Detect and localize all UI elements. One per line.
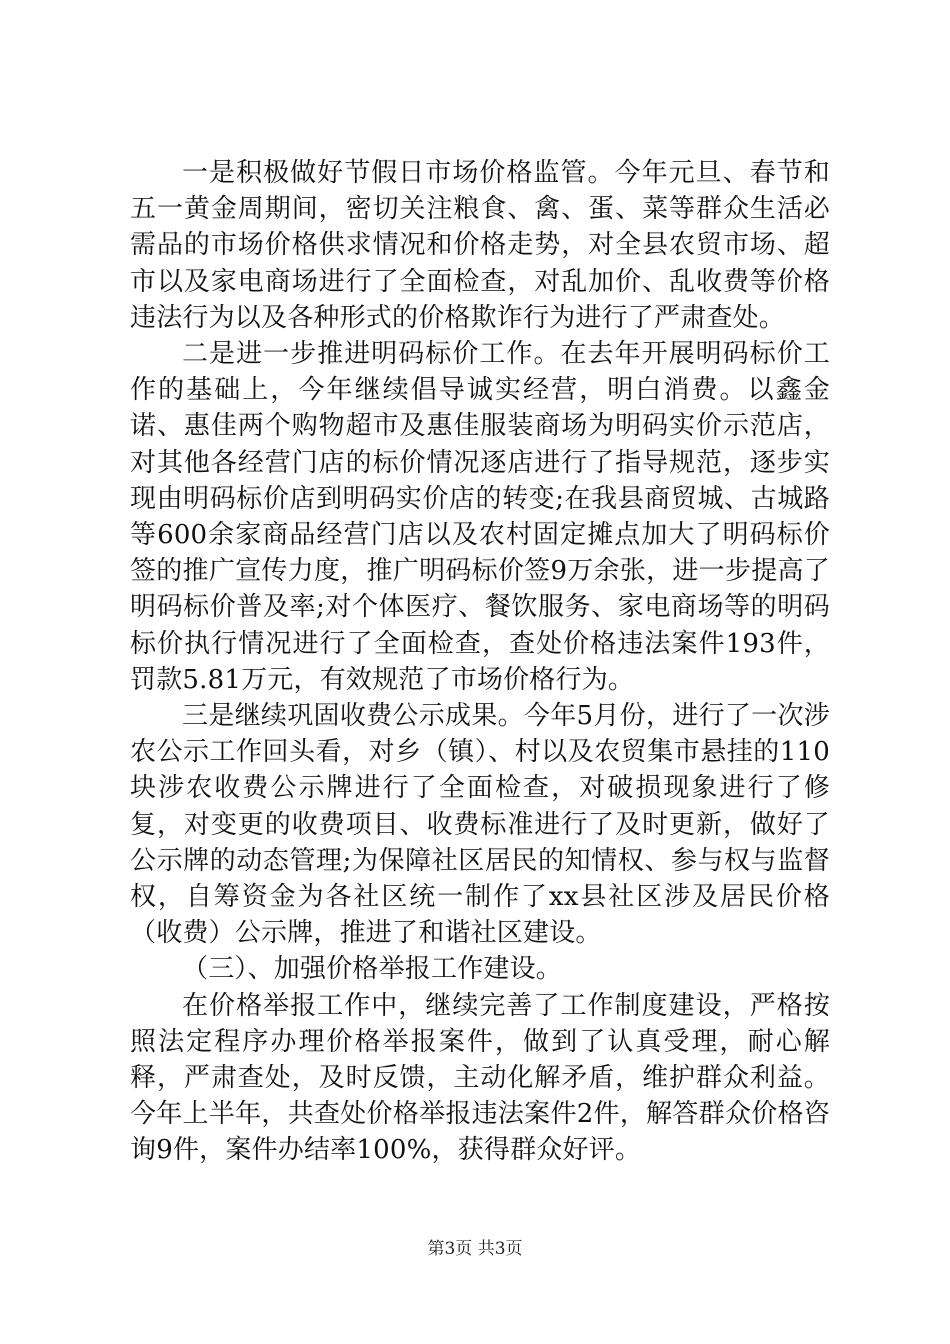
paragraph-holiday-price-supervision: 一是积极做好节假日市场价格监管。今年元旦、春节和五一黄金周期间，密切关注粮食、禽、蛋、菜等群众生活必需品的市场价格供求情况和价格走势，对全县农贸市场、超市以及家电商场进行了全面检查，对乱加价、乱收费等价格违法行为以及各种形式的价格欺诈行为进行了严肃查处。 [130,158,830,333]
paragraph-price-tagging: 二是进一步推进明码标价工作。在去年开展明码标价工作的基础上，今年继续倡导诚实经营，明白消费。以鑫金诺、惠佳两个购物超市及惠佳服装商场为明码实价示范店，对其他各经营门店的标价情况逐店进行了指导规范，逐步实现由明码标价店到明码实价店的转变;在我县商贸城、古城路等600余家商品经营门店以及农村固定摊点加大了明码标价签的推广宣传力度，推广明码标价签9万余张，进一步提高了明码标价普及率;对个体医疗、餐饮服务、家电商场等的明码标价执行情况进行了全面检查，查处价格违法案件193件，罚款5.81万元，有效规范了市场价格行为。 [130,339,830,695]
page-number-footer: 第3页 共3页 [427,1239,523,1259]
paragraph-fee-disclosure: 三是继续巩固收费公示成果。今年5月份，进行了一次涉农公示工作回头看，对乡（镇）、村以及农贸集市悬挂的110块涉农收费公示牌进行了全面检查，对破损现象进行了修复，对变更的收费项目、收费标准进行了及时更新，做好了公示牌的动态管理;为保障社区居民的知情权、参与权与监督权，自筹资金为各社区统一制作了xx县社区涉及居民价格（收费）公示牌，推进了和谐社区建设。 [130,701,830,949]
paragraph-price-reporting: 在价格举报工作中，继续完善了工作制度建设，严格按照法定程序办理价格举报案件，做到了认真受理，耐心解释，严肃查处，及时反馈，主动化解矛盾，维护群众利益。今年上半年，共查处价格举报违法案件2件，解答群众价格咨询9件，案件办结率100%，获得群众好评。 [130,990,830,1166]
section-heading-price-reporting: （三）、加强价格举报工作建设。 [182,954,563,985]
document-body [130,155,830,1169]
